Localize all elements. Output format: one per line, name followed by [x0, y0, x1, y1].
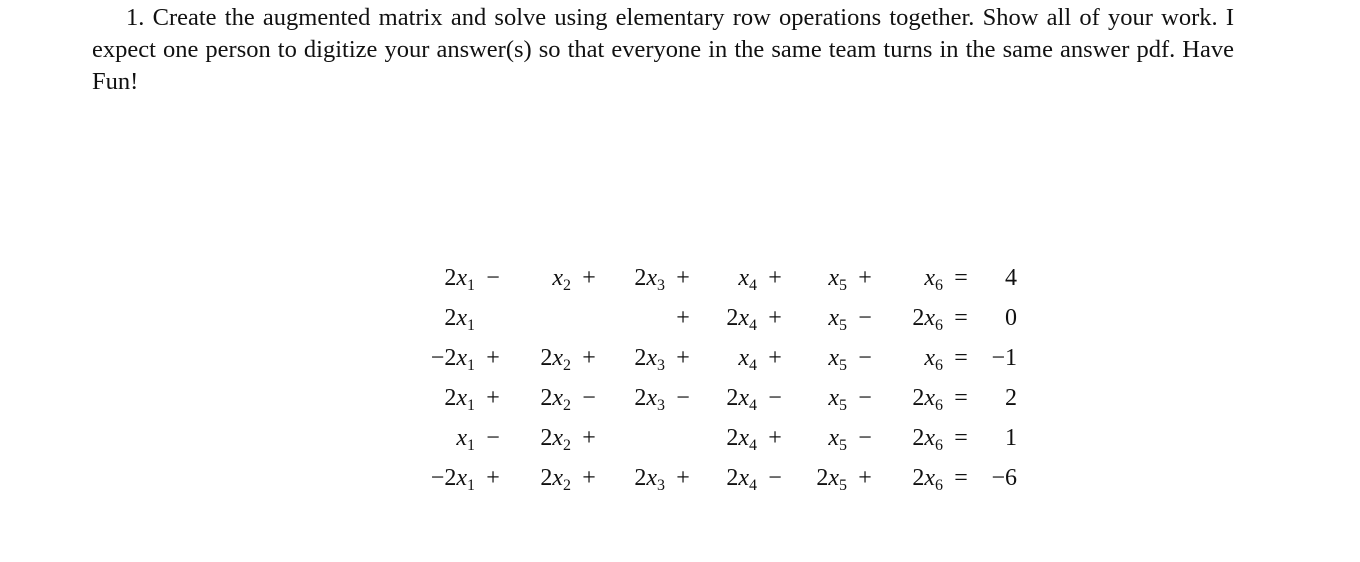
equals-sign: =: [954, 424, 968, 451]
term: $2x_2$: [540, 424, 571, 454]
term: $2x_4$: [726, 384, 757, 414]
equation-row: [395, 258, 1017, 298]
equals-sign: =: [954, 384, 968, 411]
term: $x_1$: [456, 424, 475, 454]
term: $x_5$: [828, 264, 847, 294]
operator: −: [768, 384, 782, 411]
term: $2x_2$: [540, 464, 571, 494]
rhs-value: 0: [1005, 304, 1017, 331]
equation-row: [395, 418, 1017, 458]
operator: −: [768, 464, 782, 491]
term: $x_5$: [828, 304, 847, 334]
term: $2x_2$: [540, 384, 571, 414]
rhs-value: −1: [991, 344, 1017, 371]
operator: [475, 298, 511, 338]
operator: [665, 418, 701, 458]
operator: +: [858, 464, 872, 491]
term: $-2x_1$: [430, 344, 475, 374]
operator: −: [858, 424, 872, 451]
operator: +: [676, 264, 690, 291]
operator: +: [768, 344, 782, 371]
operator: +: [582, 344, 596, 371]
term: $2x_6$: [912, 464, 943, 494]
operator: −: [486, 264, 500, 291]
equation-row: [395, 298, 1017, 338]
operator: +: [582, 424, 596, 451]
operator: +: [676, 344, 690, 371]
term: $x_6$: [924, 344, 943, 374]
term: $2x_1$: [444, 264, 475, 294]
term: $2x_2$: [540, 344, 571, 374]
operator: [571, 298, 607, 338]
term: $2x_6$: [912, 304, 943, 334]
term: $2x_3$: [634, 384, 665, 414]
rhs-value: −6: [991, 464, 1017, 491]
linear-system: [395, 258, 1017, 498]
equals-sign: =: [954, 464, 968, 491]
term: [607, 418, 665, 458]
operator: +: [486, 344, 500, 371]
term: $x_2$: [552, 264, 571, 294]
equation-row: [395, 338, 1017, 378]
equals-sign: =: [954, 304, 968, 331]
equation-row: [395, 378, 1017, 418]
operator: −: [582, 384, 596, 411]
operator: +: [768, 424, 782, 451]
rhs-value: 2: [1005, 384, 1017, 411]
term: [607, 298, 665, 338]
operator: −: [858, 384, 872, 411]
term: $2x_1$: [444, 384, 475, 414]
term: $2x_4$: [726, 304, 757, 334]
term: $2x_3$: [634, 464, 665, 494]
operator: +: [858, 264, 872, 291]
term: $2x_5$: [816, 464, 847, 494]
operator: +: [582, 264, 596, 291]
equation-row: [395, 458, 1017, 498]
operator: +: [582, 464, 596, 491]
problem-text: Create the augmented matrix and solve using elementary row operations together. Show all of your work. I expect one person to digitize your answer(s) so that everyone in the same team turns in the same answer pdf. Have Fun!: [92, 4, 1234, 95]
term: [511, 298, 571, 338]
operator: −: [858, 344, 872, 371]
operator: +: [768, 264, 782, 291]
operator: +: [676, 464, 690, 491]
term: $2x_4$: [726, 424, 757, 454]
operator: +: [676, 304, 690, 331]
operator: +: [768, 304, 782, 331]
term: $x_5$: [828, 344, 847, 374]
term: $x_5$: [828, 384, 847, 414]
term: $2x_3$: [634, 264, 665, 294]
rhs-value: 4: [1005, 264, 1017, 291]
term: $x_4$: [738, 344, 757, 374]
problem-number: 1.: [126, 4, 145, 31]
equals-sign: =: [954, 344, 968, 371]
term: $2x_6$: [912, 424, 943, 454]
term: $x_6$: [924, 264, 943, 294]
term: $2x_4$: [726, 464, 757, 494]
equals-sign: =: [954, 264, 968, 291]
rhs-value: 1: [1005, 424, 1017, 451]
term: $-2x_1$: [430, 464, 475, 494]
problem-statement: [92, 2, 1234, 98]
term: $2x_6$: [912, 384, 943, 414]
operator: −: [486, 424, 500, 451]
operator: +: [486, 464, 500, 491]
term: $x_5$: [828, 424, 847, 454]
operator: −: [858, 304, 872, 331]
term: $x_4$: [738, 264, 757, 294]
operator: −: [676, 384, 690, 411]
term: $2x_3$: [634, 344, 665, 374]
operator: +: [486, 384, 500, 411]
term: $2x_1$: [444, 304, 475, 334]
